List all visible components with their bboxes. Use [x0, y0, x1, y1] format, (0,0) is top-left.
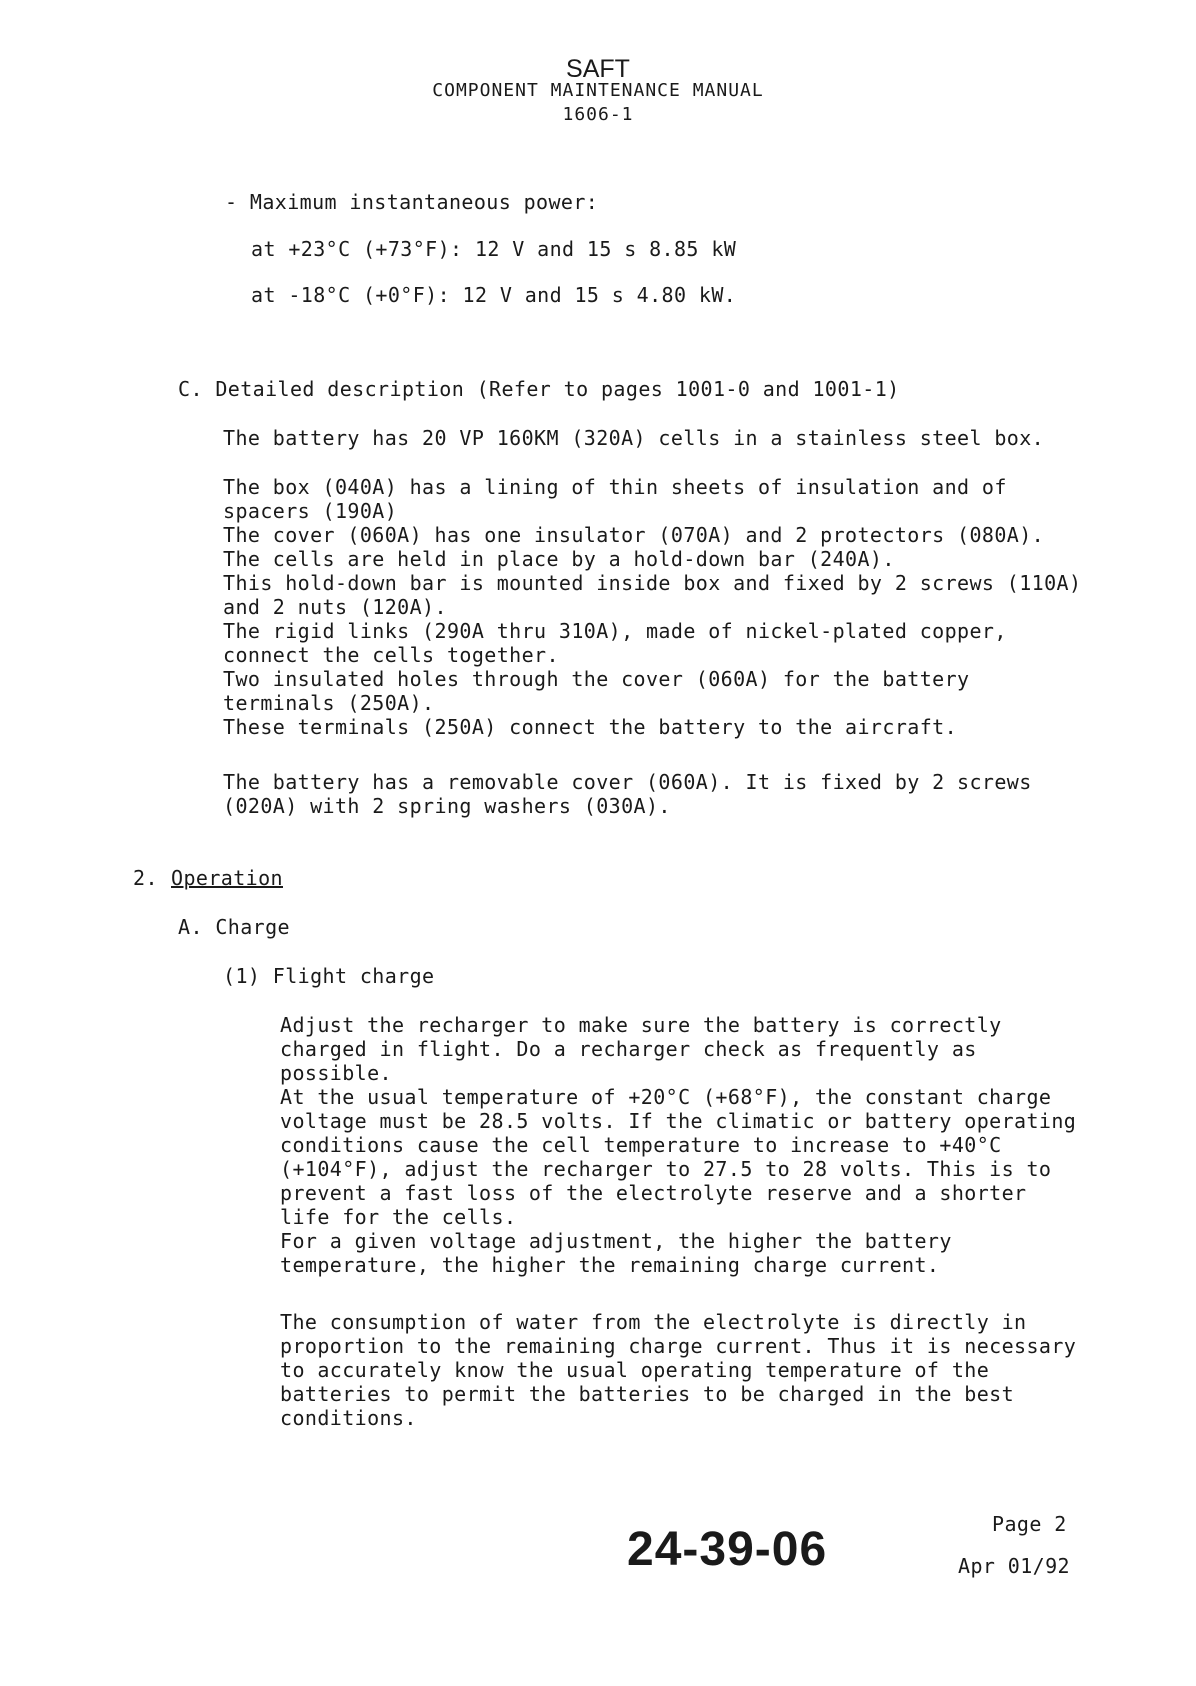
- company-name: SAFT: [566, 55, 630, 83]
- chapter-number: 24-39-06: [627, 1523, 828, 1576]
- section-c-para-2: The box (040A) has a lining of thin sheets of insulation and of spacers (190A) The cover (060A) has one insulator (070A) and 2 protectors (080A). The cells are held in place by a hold-down bar (240A). This hold-down bar is mounted inside box and fixed by 2 screws (110A) and 2 nuts (120A). The rigid links (290A thru 310A), made of nickel-plated copper, connect the cells together. Two insulated holes through the cover (060A) for the battery terminals (250A). These terminals (250A) connect the battery to the aircraft.: [223, 475, 1082, 739]
- power-line-minus18c: at -18°C (+0°F): 12 V and 15 s 4.80 kW.: [251, 283, 737, 307]
- flight-charge-para-1: Adjust the recharger to make sure the battery is correctly charged in flight. Do a recharger check as frequently as possible. At the usual temperature of +20°C (+68°F), the constant charge voltage must be 28.5 volts. If the climatic or battery operating conditions cause the cell temperature to increase to +40°C (+104°F), adjust the recharger to 27.5 to 28 volts. This is to prevent a fast loss of the electrolyte reserve and a shorter life for the cells. For a given voltage adjustment, the higher the battery temperature, the higher the remaining charge current.: [280, 1013, 1077, 1277]
- section-c-para-3: The battery has a removable cover (060A). It is fixed by 2 screws (020A) with 2 spring washers (030A).: [223, 770, 1032, 818]
- manual-title: COMPONENT MAINTENANCE MANUAL: [432, 80, 764, 101]
- section-2-title: Operation: [171, 866, 283, 890]
- doc-number: 1606-1: [562, 104, 634, 125]
- section-c-heading: C. Detailed description (Refer to pages 1001-0 and 1001-1): [178, 377, 900, 401]
- section-2-number: 2.: [133, 866, 158, 890]
- subsection-1-flight-charge: (1) Flight charge: [223, 964, 435, 988]
- revision-date: Apr 01/92: [958, 1554, 1070, 1578]
- subsection-a-charge: A. Charge: [178, 915, 290, 939]
- power-heading: - Maximum instantaneous power:: [225, 190, 599, 214]
- section-c-para-1: The battery has 20 VP 160KM (320A) cells in a stainless steel box.: [223, 426, 1045, 450]
- flight-charge-para-2: The consumption of water from the electrolyte is directly in proportion to the remaining charge current. Thus it is necessary to accurately know the usual operating temperature of the batteries to permit the batteries to be charged in the best conditions.: [280, 1310, 1077, 1430]
- power-line-23c: at +23°C (+73°F): 12 V and 15 s 8.85 kW: [251, 237, 737, 261]
- page-number: Page 2: [992, 1512, 1067, 1536]
